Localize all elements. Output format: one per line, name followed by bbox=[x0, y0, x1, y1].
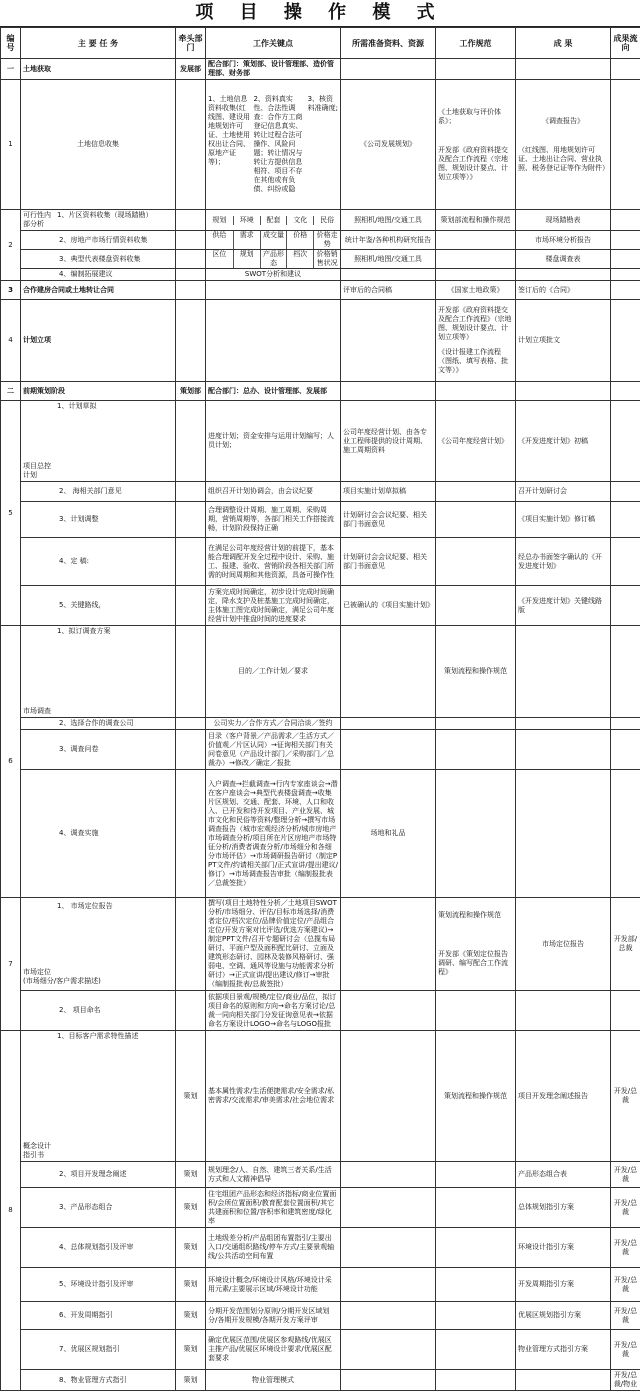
table-row: 3、典型代表楼盘资料收集 区位 规划 产品形态 档次 价格销售状况 照相机/地图/交通工具 楼盘调查表 bbox=[1, 250, 640, 269]
table-row: 7 市场定位 1、 市场定位报告 (市场细分/客户需求描述) 撰写(项目土地特性分析／土地项目SWOT分析/市场细分、评估/目标市场选择/消费者定位/档次定位/品牌价值定位/产品组合定位/开发方案对比评选/优选方案建议)→制定PPT文件/召开专题研讨会（总揽布局研讨、平面户型及面积配比研讨、立面及建筑形态研讨、园林及装修风格研讨、强弱电、空调、通风等设施与功能需求分析研讨）→正式宣讲/提出建议/修订→审批（编制报批表/总裁签批） 策划流程和操作规范 开发部《策划定位报告调研、编写配合工作流程》 市场定位报告 开发部/总裁 bbox=[1, 898, 640, 991]
row-out: 《调查报告》 （红线图、用地规划许可证、土地出让合同、营业执照、税务登记证等作为附件） bbox=[516, 80, 611, 210]
table-row: 8 概念设计指引书 1、目标客户需求特性描述 策划 基本属性需求/生活便捷需求/安全需求/私密需求/交流需求/审美需求/社会地位需求 策划流程和操作规范 项目开发理念阐述报告 开发/总裁 bbox=[1, 1031, 640, 1162]
row-norm: 《土地获取与评价体系》； 开发部《政府资料提交及配合工作流程（宗地图、规划设计要点、计划立项等）》 bbox=[436, 80, 516, 210]
key-part: 2、资料真实性、合法性调查：合作方工商登记信息真实、转让过程合法可操作、风险问题；转让情况与转让方提供信息相符、项目不存在其他或有负债、纠纷或隐 bbox=[253, 95, 305, 194]
table-row: 4、定 稿: 在满足公司年度经营计划的前提下，基本能合理调配开发全过程中设计、采购、施工、报建、验收、营销阶段各相关部门所需的时间周期和其他资源，具备可操作性 计划研讨会会议纪要、相关部门书面意见 经总办书面签字确认的《开发进度计划》 bbox=[1, 538, 640, 586]
table-row: 2、项目开发理念阐述 策划 规划理念/人、自然、建筑三者关系/生活方式和人文精神倡导 产品形态组合表 开发/总裁 bbox=[1, 1162, 640, 1188]
table-row: 4 计划立项 开发部《政府资料提交及配合工作流程》（宗地图、规划设计要点、计划立项等） 《设计报建工作流程（图纸、填写表格、批文等）》 计划立项批文 bbox=[1, 300, 640, 382]
table-row: 4、编制拓展建议 SWOT分析和建议 bbox=[1, 269, 640, 281]
page-title: 项 目 操 作 模 式 bbox=[0, 0, 640, 27]
section-row: 二 前期策划阶段 策划部 配合部门：总办、设计管理部、发展部 bbox=[1, 382, 640, 401]
table-row: 4、调查实施 入户调查→拦截调查→行内专家座谈会→潜在客户座谈会→典型代表楼盘调查→收集片区规划、交通、配套、环境、人口和收入、已开发和待开发项目、产业发展、城市文化和民俗等资料/整理分析→撰写市场调查报告（城市宏观经济分析/城市房地产市场调查分析/项目所在片区房地产市场特征分析/消费者调查分析/市场细分和各细分市场评估）→市场调研报告研讨（制定PPT文件/约请相关部门/正式宣讲/提出建议/修订）→市场调查报告审批（编制报批表／总裁签批） 场地和礼品 bbox=[1, 770, 640, 898]
table-row: 2 可行性内部分析 1、片区资料收集（现场踏勘） 规划 环境 配套 文化 民俗 照相机/地图/交通工具 策划部流程和操作规范 现场踏勘表 bbox=[1, 210, 640, 231]
table-row: 6、开发周期指引 策划 分期开发范围划分原则/分期开发区域划分/各期开发规模/各期开发方案评审 优展区规划指引方案 开发/总裁 bbox=[1, 1302, 640, 1330]
table-row: 5 项目总控计划 1、计划草拟 进度计划；资金安排与运用计划编写；人员计划； 公司年度经营计划、由各专业工程师提供的设计周期、施工周期资料 《公司年度经营计划》 《开发进度计划》初稿 bbox=[1, 401, 640, 482]
header-flow: 成果流向 bbox=[611, 28, 640, 59]
row-task: 土地信息收集 bbox=[21, 80, 176, 210]
table-row: 6 市场调查 1、拟订调查方案 目的／工作计划／要求 策划流程和操作规范 bbox=[1, 626, 640, 718]
table-row: 3 合作建房合同或土地转让合同 评审后的合同稿 《国家土地政策》 签订后的《合同》 bbox=[1, 281, 640, 300]
header-key: 工作关键点 bbox=[206, 28, 341, 59]
row-num: 2 bbox=[1, 210, 21, 281]
table-row: 4、总体规划指引及评审 策划 土地级差分析/产品组团布置指引/主要出入口/交通组织路线/停车方式/主要景观轴线/公共活动空间布置 环境设计指引方案 开发/总裁 bbox=[1, 1228, 640, 1268]
row-res: 《公司发展规划》 bbox=[341, 80, 436, 210]
table-row: 3、计划调整 合理调整设计周期、施工周期、采购周期，营销周期等，各部门相关工作搭接流畅，计划阶段保持正确 计划研讨会会议纪要、相关部门书面意见 《项目实施计划》修订稿 bbox=[1, 502, 640, 538]
header-num: 编号 bbox=[1, 28, 21, 59]
header-norm: 工作规范 bbox=[436, 28, 516, 59]
table-row: 5、环境设计指引及评审 策划 环境设计概念/环境设计风格/环境设计采用元素/主要展示区域/环境设计功能 开发周期指引方案 开发/总裁 bbox=[1, 1268, 640, 1302]
operation-table bbox=[0, 27, 640, 1391]
table-row: 5、关键路线， 方案完成时间确定，初步设计完成时间确定，降水支护及桩基施工完成时间确定，主体施工图完成时间确定，满足公司年度经营计划中推盘时间的进度要求 已被确认的《项目实施计划》 《开发进度计划》关键线路版 bbox=[1, 586, 640, 626]
section-key: 配合部门：策划部、设计管理部、造价管理部、财务部 bbox=[206, 59, 341, 80]
table-row: 2、房地产市场行情资料收集 供给 需求 成交量 价格 价格走势 统计年鉴/各种机构研究报告 市场环境分析报告 bbox=[1, 231, 640, 250]
section-dept: 发展部 bbox=[176, 59, 206, 80]
section-name: 土地获取 bbox=[21, 59, 176, 80]
header-res: 所需准备资料、资源 bbox=[341, 28, 436, 59]
key-part: 1、土地信息资料收集(红线图、建设用地规划许可证、土地使用权出让合同、原地产证等)； bbox=[208, 95, 251, 194]
table-row bbox=[1, 80, 640, 210]
table-row: 2、 海相关部门意见 组织召开计划协调会，由会议纪要 项目实施计划草拟稿 召开计划研讨会 bbox=[1, 482, 640, 502]
row-key bbox=[206, 80, 341, 210]
section-num: 一 bbox=[1, 59, 21, 80]
table-row: 2、 项目命名 依据项目景观/规模/定位/商业/品位，拟订项目命名的原则和方向→命名方案讨论/总裁一同向相关部门分发征询意见表→依据命名方案设计LOGO→命名与LOGO报批 bbox=[1, 991, 640, 1031]
table-row: 3、产品形态组合 策划 住宅组团产品形态和经济指标/商业位置面积/会所位置面积/教育配套位置面积/其它共建面积和位置/容积率和建筑密度/绿化率 总体规划指引方案 开发/总裁 bbox=[1, 1188, 640, 1228]
row-num: 1 bbox=[1, 80, 21, 210]
header-dept: 牵头部门 bbox=[176, 28, 206, 59]
header-task: 主 要 任 务 bbox=[21, 28, 176, 59]
header-row bbox=[1, 28, 640, 59]
key-part: 3、核资料准确度; bbox=[308, 95, 338, 194]
table-row: 3、调查问卷 目录（客户背景／产品需求／生活方式／价值观／片区认同）→征询相关部门有关问卷意见（产品设计部门／采购部门／总裁办）→修改／确定／报批 bbox=[1, 730, 640, 770]
header-out: 成 果 bbox=[516, 28, 611, 59]
section-row bbox=[1, 59, 640, 80]
table-row: 2、选择合作的调查公司 公司实力／合作方式／合同洽谈／签约 bbox=[1, 718, 640, 730]
table-row: 8、物业管理方式指引 策划 物业管理模式 开发/总裁/物业 bbox=[1, 1370, 640, 1391]
table-row: 7、优展区规划指引 策划 确定优展区范围/优展区参观路线/优展区主推产品/优展区环境设计要求/优展区配套要求 物业管理方式指引方案 开发/总裁 bbox=[1, 1330, 640, 1370]
